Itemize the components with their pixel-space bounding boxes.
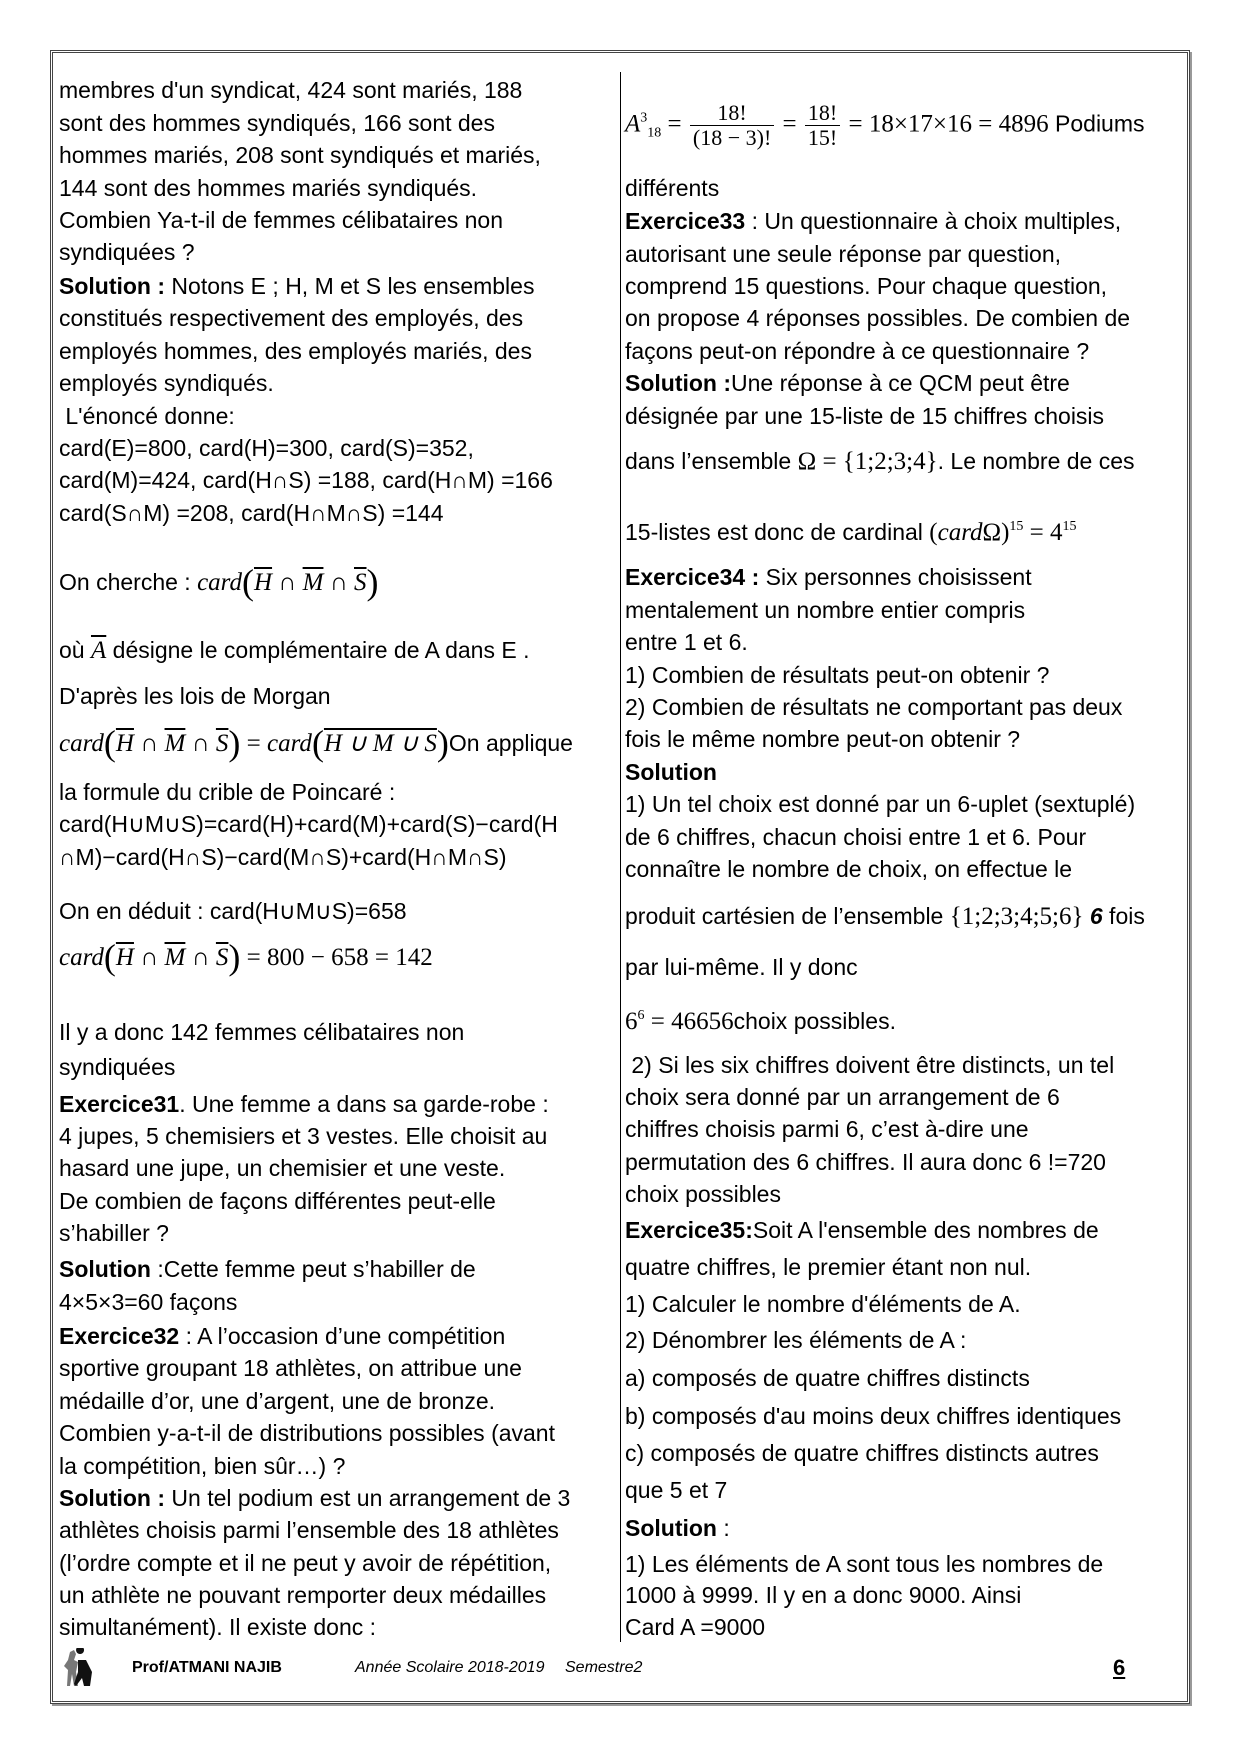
footer-author: Prof/ATMANI NAJIB bbox=[132, 1659, 282, 1676]
math-text: 3 bbox=[640, 110, 648, 126]
text: s’habiller ? bbox=[59, 1220, 169, 1247]
text: 144 sont des hommes mariés syndiqués. bbox=[59, 174, 478, 201]
text-line bbox=[625, 626, 748, 658]
text: . Une femme a dans sa garde-robe : bbox=[179, 1090, 549, 1117]
denominator: 15! bbox=[807, 125, 838, 151]
text: constitués respectivement des employés, des bbox=[59, 305, 524, 332]
text: médaille d’or, une d’argent, une de bronze. bbox=[59, 1387, 496, 1414]
text: désigne le complémentaire de A dans E . bbox=[106, 637, 530, 664]
text-line bbox=[625, 659, 1049, 691]
text-line bbox=[625, 445, 1135, 477]
text: Card A =9000 bbox=[625, 1614, 766, 1641]
math-text: card bbox=[267, 729, 312, 757]
page-number: 6 bbox=[1113, 1655, 1126, 1680]
math-text: ) bbox=[436, 722, 449, 763]
math-text: = 800 − 658 = 142 bbox=[240, 944, 433, 972]
math-text: $\overline{S}$ bbox=[215, 729, 229, 757]
text-line bbox=[625, 100, 1145, 151]
text: par lui-même. Il y donc bbox=[625, 954, 858, 981]
text: Podiums bbox=[1048, 110, 1145, 137]
text: card(H∪M∪S)=card(H)+card(M)+card(S)−card(H bbox=[59, 811, 558, 838]
text-line bbox=[59, 1579, 546, 1611]
fraction bbox=[805, 101, 840, 150]
text: Il y a donc 142 femmes célibataires non bbox=[59, 1019, 465, 1046]
text: card(M)=424, card(H∩S) =188, card(H∩M) =166 bbox=[59, 467, 553, 494]
text: b) composés d'au moins deux chiffres identiques bbox=[625, 1403, 1122, 1430]
text-line bbox=[59, 722, 573, 763]
math-text: = 18×17×16 = 4896 bbox=[842, 110, 1049, 138]
text-line bbox=[59, 367, 274, 399]
text: 2) Dénombrer les éléments de A : bbox=[625, 1327, 967, 1354]
text: 4×5×3=60 façons bbox=[59, 1289, 238, 1316]
text: que 5 et 7 bbox=[625, 1477, 728, 1504]
text: 4 jupes, 5 chemisiers et 3 vestes. Elle choisit au bbox=[59, 1122, 548, 1149]
math-text: = 4 bbox=[1023, 519, 1063, 547]
text-line bbox=[625, 1362, 1030, 1394]
text-line bbox=[625, 900, 1145, 932]
text: . Le nombre de ces bbox=[937, 448, 1135, 475]
text: 1) Calculer le nombre d'éléments de A. bbox=[625, 1290, 1021, 1317]
text-line bbox=[625, 1178, 781, 1210]
text: c) composés de quatre chiffres distincts autres bbox=[625, 1440, 1099, 1467]
text-line bbox=[625, 1251, 1031, 1283]
math-text: $\overline{H}$ bbox=[115, 944, 134, 972]
text-line bbox=[59, 1152, 505, 1184]
math-text: = bbox=[776, 110, 803, 138]
text: 1) Les éléments de A sont tous les nombres de bbox=[625, 1550, 1104, 1577]
text: On cherche : bbox=[59, 568, 198, 595]
text: On en déduit : card(H∪M∪S)=658 bbox=[59, 898, 407, 925]
footer-semester: Semestre2 bbox=[565, 1659, 643, 1676]
text: produit cartésien de l’ensemble bbox=[625, 902, 950, 929]
text: autorisant une seule réponse par question, bbox=[625, 240, 1062, 267]
text: entre 1 et 6. bbox=[625, 629, 748, 656]
text-line bbox=[625, 951, 858, 983]
text-line bbox=[625, 270, 1107, 302]
text: où bbox=[59, 637, 91, 664]
text: athlètes choisis parmi l’ensemble des 18 athlètes bbox=[59, 1517, 559, 1544]
math-text: 6 bbox=[637, 1008, 645, 1024]
text-line bbox=[59, 1385, 495, 1417]
text: on propose 4 réponses possibles. De combien de bbox=[625, 305, 1131, 332]
text-line bbox=[625, 1324, 966, 1356]
text-line bbox=[625, 691, 1122, 723]
text-line bbox=[59, 1286, 237, 1318]
text-line bbox=[59, 1450, 345, 1482]
numerator: 18! bbox=[690, 101, 774, 126]
bold-label: Solution : bbox=[59, 272, 166, 299]
math-text: = bbox=[240, 729, 268, 757]
text-line bbox=[59, 172, 477, 204]
numerator: 18! bbox=[805, 101, 840, 126]
bold-label: Solution : bbox=[59, 1484, 166, 1511]
text: De combien de façons différentes peut-elle bbox=[59, 1187, 496, 1214]
text: chiffres choisis parmi 6, c’est à-dire une bbox=[625, 1116, 1029, 1143]
text: fois le même nombre peut-on obtenir ? bbox=[625, 726, 1021, 753]
bold-label: Solution bbox=[59, 1255, 151, 1282]
math-text: ∩ bbox=[185, 944, 216, 972]
text-line bbox=[625, 1113, 1029, 1145]
text-line bbox=[625, 1049, 1114, 1081]
text: 2) Si les six chiffres doivent être distincts, un tel bbox=[625, 1051, 1115, 1078]
text-line bbox=[59, 1185, 496, 1217]
math-text: = 46656 bbox=[644, 1008, 734, 1036]
text: choix possibles. bbox=[733, 1008, 896, 1035]
text: fois bbox=[1102, 902, 1145, 929]
text-line bbox=[59, 1514, 559, 1546]
text-line bbox=[59, 335, 532, 367]
text: mentalement un nombre entier compris bbox=[625, 596, 1026, 623]
text: :Cette femme peut s’habiller de bbox=[150, 1255, 476, 1282]
text: On applique bbox=[448, 729, 573, 756]
text: Une réponse à ce QCM peut être bbox=[731, 370, 1070, 397]
math-text: ∩ bbox=[323, 568, 354, 596]
math-text: ) bbox=[366, 561, 379, 602]
text: un athlète ne pouvant remporter deux médailles bbox=[59, 1582, 547, 1609]
math-text: {1;2;3;4;5;6} bbox=[949, 902, 1084, 930]
math-text: ( bbox=[103, 937, 116, 978]
text: Notons E ; H, M et S les ensembles bbox=[165, 272, 535, 299]
math-text: = bbox=[661, 110, 688, 138]
fraction bbox=[690, 101, 774, 150]
math-text: ∩ bbox=[185, 729, 216, 757]
math-text: ) bbox=[228, 722, 241, 763]
text: choix sera donné par un arrangement de 6 bbox=[625, 1083, 1060, 1110]
text: Un tel podium est un arrangement de 3 bbox=[165, 1484, 571, 1511]
text-line bbox=[59, 776, 395, 808]
text: connaître le nombre de choix, on effectue le bbox=[625, 856, 1073, 883]
bold-label: Solution bbox=[625, 1515, 717, 1542]
column-divider bbox=[620, 72, 621, 1642]
text-line bbox=[625, 1437, 1099, 1469]
text-line bbox=[625, 853, 1072, 885]
text-line bbox=[59, 1611, 376, 1643]
text-line bbox=[625, 1548, 1103, 1580]
text-line bbox=[59, 1088, 549, 1120]
text-line bbox=[625, 561, 1032, 593]
text-line bbox=[625, 367, 1070, 399]
text-line bbox=[59, 895, 407, 927]
text-line bbox=[59, 302, 523, 334]
math-text: $\overline{A}$ bbox=[90, 637, 107, 665]
text-line bbox=[59, 1016, 464, 1048]
math-text: $\overline{M}$ bbox=[164, 944, 186, 972]
text-line bbox=[59, 107, 495, 139]
text: 1) Un tel choix est donné par un 6-uplet (sextuplé) bbox=[625, 791, 1136, 818]
text: L'énoncé donne: bbox=[59, 402, 235, 429]
text-line bbox=[59, 497, 444, 529]
text: comprend 15 questions. Pour chaque question, bbox=[625, 272, 1108, 299]
text: sportive groupant 18 athlètes, on attribue une bbox=[59, 1355, 522, 1382]
text: Combien y-a-t-il de distributions possibles (avant bbox=[59, 1420, 555, 1447]
text: Soit A l'ensemble des nombres de bbox=[752, 1216, 1099, 1243]
text-line bbox=[59, 680, 331, 712]
text: la compétition, bien sûr…) ? bbox=[59, 1452, 346, 1479]
text: membres d'un syndicat, 424 sont mariés, 188 bbox=[59, 77, 523, 104]
math-text: A bbox=[625, 110, 641, 138]
text-line bbox=[625, 1579, 1021, 1611]
math-text: Ω = {1;2;3;4} bbox=[797, 448, 938, 476]
text-line bbox=[625, 172, 719, 204]
text-line bbox=[625, 335, 1089, 367]
text: (l’ordre compte et il ne peut y avoir de répétition, bbox=[59, 1549, 552, 1576]
text: : Un questionnaire à choix multiples, bbox=[745, 208, 1122, 235]
text: dans l’ensemble bbox=[625, 448, 798, 475]
text-line bbox=[59, 400, 235, 432]
math-text: $\overline{H}$ bbox=[115, 729, 134, 757]
bold-label: Exercice33 bbox=[625, 208, 746, 235]
math-text: card bbox=[59, 944, 104, 972]
text-line bbox=[625, 205, 1121, 237]
bold-label: Exercice32 bbox=[59, 1322, 180, 1349]
text-line bbox=[625, 821, 1086, 853]
text: 2) Combien de résultats ne comportant pas deux bbox=[625, 694, 1123, 721]
text-line bbox=[59, 1482, 570, 1514]
text: quatre chiffres, le premier étant non nul. bbox=[625, 1253, 1032, 1280]
text: différents bbox=[625, 174, 720, 201]
math-text: card bbox=[197, 568, 242, 596]
text-line bbox=[625, 788, 1135, 820]
text: façons peut-on répondre à ce questionnaire ? bbox=[625, 337, 1090, 364]
text-line bbox=[59, 432, 474, 464]
text-line bbox=[625, 594, 1025, 626]
text-line bbox=[59, 1417, 555, 1449]
text: Combien Ya-t-il de femmes célibataires non bbox=[59, 207, 504, 234]
text: choix possibles bbox=[625, 1181, 781, 1208]
text-line bbox=[59, 634, 529, 666]
math-text: ( bbox=[241, 561, 254, 602]
math-text: ( bbox=[103, 722, 116, 763]
math-text: ( bbox=[311, 722, 324, 763]
text: card(S∩M) =208, card(H∩M∩S) =144 bbox=[59, 499, 444, 526]
text: : A l’occasion d’une compétition bbox=[179, 1322, 506, 1349]
math-text: 15 bbox=[1062, 519, 1077, 535]
text-line bbox=[625, 1081, 1060, 1113]
text: sont des hommes syndiqués, 166 sont des bbox=[59, 109, 495, 136]
text-line bbox=[59, 1051, 175, 1083]
text-line bbox=[59, 1352, 522, 1384]
text-line bbox=[625, 1214, 1099, 1246]
text-line bbox=[59, 464, 553, 496]
denominator: (18 − 3)! bbox=[692, 125, 772, 151]
text-line bbox=[59, 1217, 169, 1249]
math-text: 15 bbox=[1009, 519, 1024, 535]
bold-label: Exercice31 bbox=[59, 1090, 180, 1117]
text: désignée par une 15-liste de 15 chiffres choisis bbox=[625, 402, 1105, 429]
bold-label: 6 bbox=[1083, 902, 1103, 929]
text-line bbox=[625, 1512, 730, 1544]
math-text: ( bbox=[929, 519, 938, 547]
math-text: ∩ bbox=[272, 568, 303, 596]
math-text: $\overline{M}$ bbox=[164, 729, 186, 757]
math-text: $\overline{S}$ bbox=[215, 944, 229, 972]
text-line bbox=[59, 139, 541, 171]
text-line bbox=[59, 74, 522, 106]
math-text: ) bbox=[228, 937, 241, 978]
bold-label: Solution : bbox=[625, 370, 732, 397]
math-text: card bbox=[59, 729, 104, 757]
text-line bbox=[625, 1474, 727, 1506]
text: card(E)=800, card(H)=300, card(S)=352, bbox=[59, 434, 474, 461]
math-text: ∩ bbox=[133, 729, 165, 757]
math-text: 18 bbox=[647, 125, 662, 141]
text: : bbox=[716, 1515, 730, 1542]
text-line bbox=[59, 561, 379, 602]
text-line bbox=[59, 236, 195, 268]
math-text: card bbox=[937, 519, 983, 547]
text-line bbox=[625, 1611, 765, 1643]
silhouette-logo-icon bbox=[62, 1648, 98, 1688]
text-line bbox=[625, 1400, 1121, 1432]
bold-label: Exercice35: bbox=[625, 1216, 753, 1243]
text-line bbox=[625, 1146, 1106, 1178]
text-line bbox=[59, 937, 433, 978]
text-line bbox=[59, 270, 534, 302]
text-line bbox=[59, 808, 558, 840]
math-text: $\overline{H}$ bbox=[253, 568, 273, 596]
text: 1000 à 9999. Il y en a donc 9000. Ainsi bbox=[625, 1582, 1022, 1609]
bold-label: Exercice34 : bbox=[625, 564, 760, 591]
text-line bbox=[625, 723, 1020, 755]
text: employés syndiqués. bbox=[59, 370, 274, 397]
text-line bbox=[59, 1320, 505, 1352]
math-text: H ∪ M ∪ S bbox=[323, 729, 437, 757]
text: syndiquées ? bbox=[59, 239, 195, 266]
math-text: ∩ bbox=[133, 944, 165, 972]
text: simultanément). Il existe donc : bbox=[59, 1614, 377, 1641]
text: employés hommes, des employés mariés, des bbox=[59, 337, 532, 364]
math-text: Ω) bbox=[982, 519, 1010, 547]
text-line bbox=[59, 1120, 547, 1152]
math-text: $\overline{S}$ bbox=[354, 568, 367, 596]
text: 15-listes est donc de cardinal bbox=[625, 519, 930, 546]
math-text: $\overline{M}$ bbox=[302, 568, 324, 596]
text-line bbox=[59, 841, 507, 873]
text-line bbox=[625, 511, 1077, 547]
text: permutation des 6 chiffres. Il aura donc 6 !=720 bbox=[625, 1148, 1106, 1175]
text: D'après les lois de Morgan bbox=[59, 682, 331, 709]
text: syndiquées bbox=[59, 1053, 176, 1080]
text-line bbox=[625, 238, 1061, 270]
text: Six personnes choisissent bbox=[759, 564, 1032, 591]
text-line bbox=[59, 1253, 476, 1285]
text-line bbox=[625, 756, 717, 788]
text: 1) Combien de résultats peut-on obtenir ? bbox=[625, 661, 1050, 688]
text-line bbox=[625, 1288, 1021, 1320]
text-line bbox=[625, 1000, 896, 1036]
text-line bbox=[59, 1547, 551, 1579]
text-line bbox=[59, 204, 503, 236]
text-line bbox=[625, 400, 1104, 432]
bold-label: Solution bbox=[625, 758, 717, 785]
text-line bbox=[625, 302, 1130, 334]
math-text: 6 bbox=[625, 1008, 638, 1036]
text: hommes mariés, 208 sont syndiqués et mariés, bbox=[59, 142, 541, 169]
text: la formule du crible de Poincaré : bbox=[59, 778, 396, 805]
text: hasard une jupe, un chemisier et une veste. bbox=[59, 1155, 506, 1182]
text: ∩M)−card(H∩S)−card(M∩S)+card(H∩M∩S) bbox=[59, 843, 507, 870]
text: a) composés de quatre chiffres distincts bbox=[625, 1365, 1030, 1392]
footer-school-year: Année Scolaire 2018-2019 bbox=[355, 1659, 545, 1676]
text: de 6 chiffres, chacun choisi entre 1 et 6. Pour bbox=[625, 823, 1087, 850]
